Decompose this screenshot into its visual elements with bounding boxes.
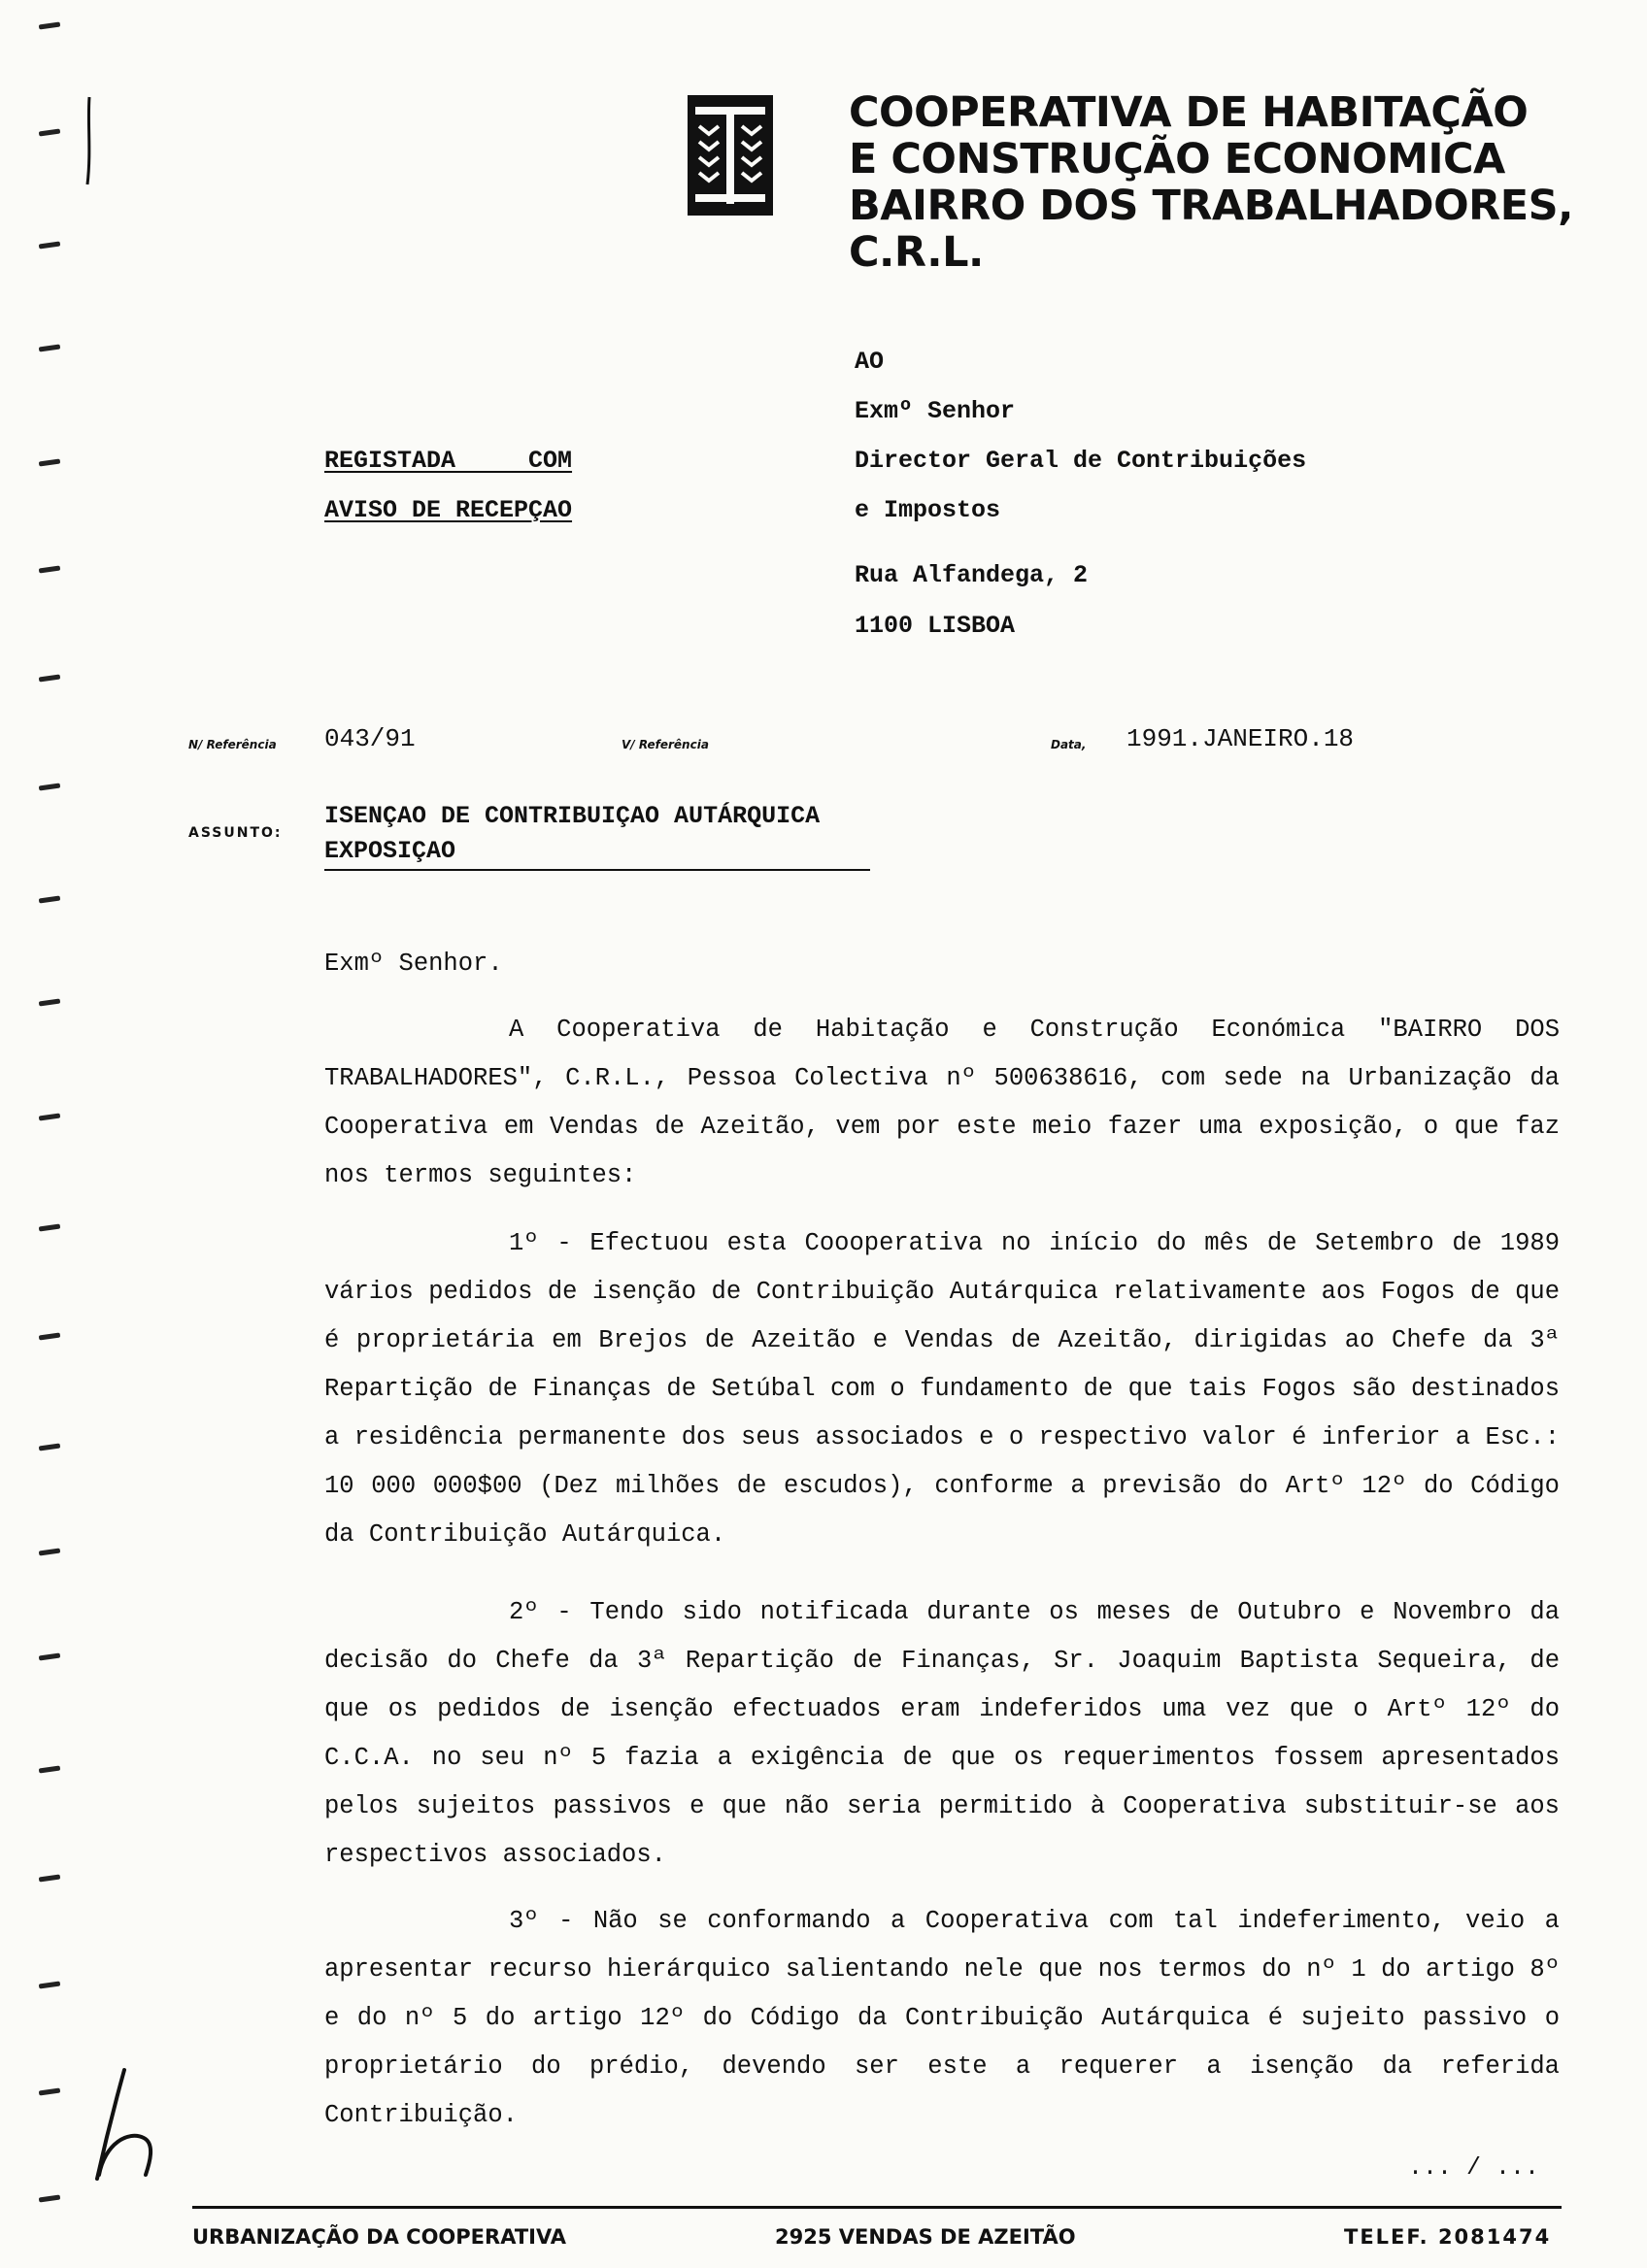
paragraph-4-text: 3º - Não se conformando a Cooperativa com tal indeferimento, veio a apresentar recurso hierárquico salientando nele que nos termos do nº 1 do artigo 8º e do nº 5 do artigo 12º do Código da Contribuição Autárquica é sujeito passivo o proprietário do prédio, devendo ser este a requerer a isenção da referida Contribuição.: [324, 1907, 1560, 2129]
handwritten-margin-stroke: [78, 93, 101, 190]
paragraph-4: [324, 1897, 1560, 2140]
footer-phone: TELEF. 2081474: [1344, 2225, 1552, 2249]
margin-mark: [39, 1548, 60, 1555]
letterhead-line3: BAIRRO DOS TRABALHADORES, C.R.L.: [849, 182, 1573, 277]
margin-mark: [39, 1874, 60, 1882]
margin-mark: [39, 128, 60, 136]
registration-line2: AVISO DE RECEPÇAO: [324, 496, 573, 524]
handwritten-mark: [85, 2066, 183, 2183]
letterhead-line1: COOPERATIVA DE HABITAÇÃO: [849, 88, 1529, 137]
recipient-line3: Director Geral de Contribuições: [855, 447, 1307, 475]
letterhead-name: [849, 89, 1647, 276]
subject-line1: ISENÇAO DE CONTRIBUIÇAO AUTÁRQUICA: [324, 802, 821, 830]
letterhead-line2: E CONSTRUÇÃO ECONOMICA: [849, 135, 1505, 183]
margin-mark: [39, 2194, 60, 2202]
our-reference-value: 043/91: [324, 724, 416, 753]
subject-line2: EXPOSIÇAO: [324, 837, 870, 871]
margin-mark: [39, 565, 60, 573]
your-reference-label: V/ Referência: [622, 738, 709, 751]
margin-mark: [39, 674, 60, 682]
cooperative-logo: [686, 93, 775, 217]
our-reference-label: N/ Referência: [188, 738, 277, 751]
margin-mark: [39, 1652, 60, 1660]
margin-mark: [39, 1981, 60, 1988]
margin-mark: [39, 1765, 60, 1773]
subject-label: ASSUNTO:: [188, 825, 283, 841]
margin-mark: [39, 783, 60, 790]
recipient-line6: 1100 LISBOA: [855, 612, 1016, 640]
footer-address: URBANIZAÇÃO DA COOPERATIVA: [192, 2225, 567, 2249]
registration-line1: REGISTADA COM: [324, 447, 573, 475]
margin-mark: [39, 241, 60, 249]
date-label: Data,: [1051, 738, 1087, 751]
continuation-mark: ... / ...: [1408, 2153, 1540, 2182]
footer-town: 2925 VENDAS DE AZEITÃO: [775, 2225, 1076, 2249]
paragraph-1: [324, 1006, 1560, 1200]
date-value: 1991.JANEIRO.18: [1126, 724, 1355, 753]
salutation: Exmº Senhor.: [324, 950, 503, 978]
margin-mark: [39, 1443, 60, 1451]
margin-mark: [39, 1332, 60, 1340]
margin-mark: [39, 1223, 60, 1231]
recipient-line1: AO: [855, 348, 885, 376]
margin-mark: [39, 21, 60, 29]
margin-mark: [39, 895, 60, 903]
margin-mark: [39, 344, 60, 351]
paragraph-2: [324, 1219, 1560, 1559]
paragraph-1-text: A Cooperativa de Habitação e Construção Económica "BAIRRO DOS TRABALHADORES", C.R.L., Pessoa Colectiva nº 500638616, com sede na Urbanização da Cooperativa em Vendas de Azeitão, vem por este meio fazer uma exposição, o que faz nos termos seguintes:: [324, 1016, 1560, 1189]
footer-rule: [192, 2206, 1562, 2209]
paragraph-3: [324, 1588, 1560, 1880]
margin-mark: [39, 1113, 60, 1120]
paragraph-3-text: 2º - Tendo sido notificada durante os meses de Outubro e Novembro da decisão do Chefe da 3ª Repartição de Finanças, Sr. Joaquim Baptista Sequeira, de que os pedidos de isenção efectuados eram indeferidos uma vez que o Artº 12º do C.C.A. no seu nº 5 fazia a exigência de que os requerimentos fossem apresentados pelos sujeitos passivos e que não seria permitido à Cooperativa substituir-se aos respectivos associados.: [324, 1598, 1560, 1869]
recipient-line5: Rua Alfandega, 2: [855, 561, 1089, 589]
recipient-line4: e Impostos: [855, 496, 1001, 524]
recipient-line2: Exmº Senhor: [855, 397, 1016, 425]
paragraph-2-text: 1º - Efectuou esta Coooperativa no início do mês de Setembro de 1989 vários pedidos de isenção de Contribuição Autárquica relativamente aos Fogos de que é proprietária em Brejos de Azeitão e Vendas de Azeitão, dirigidas ao Chefe da 3ª Repartição de Finanças de Setúbal com o fundamento de que tais Fogos são destinados a residência permanente dos seus associados e o respectivo valor é inferior a Esc.: 10 000 000$00 (Dez milhões de escudos), conforme a previsão do Artº 12º do Código da Contribuição Autárquica.: [324, 1229, 1560, 1549]
margin-mark: [39, 998, 60, 1006]
margin-mark: [39, 458, 60, 466]
margin-mark: [39, 2087, 60, 2095]
